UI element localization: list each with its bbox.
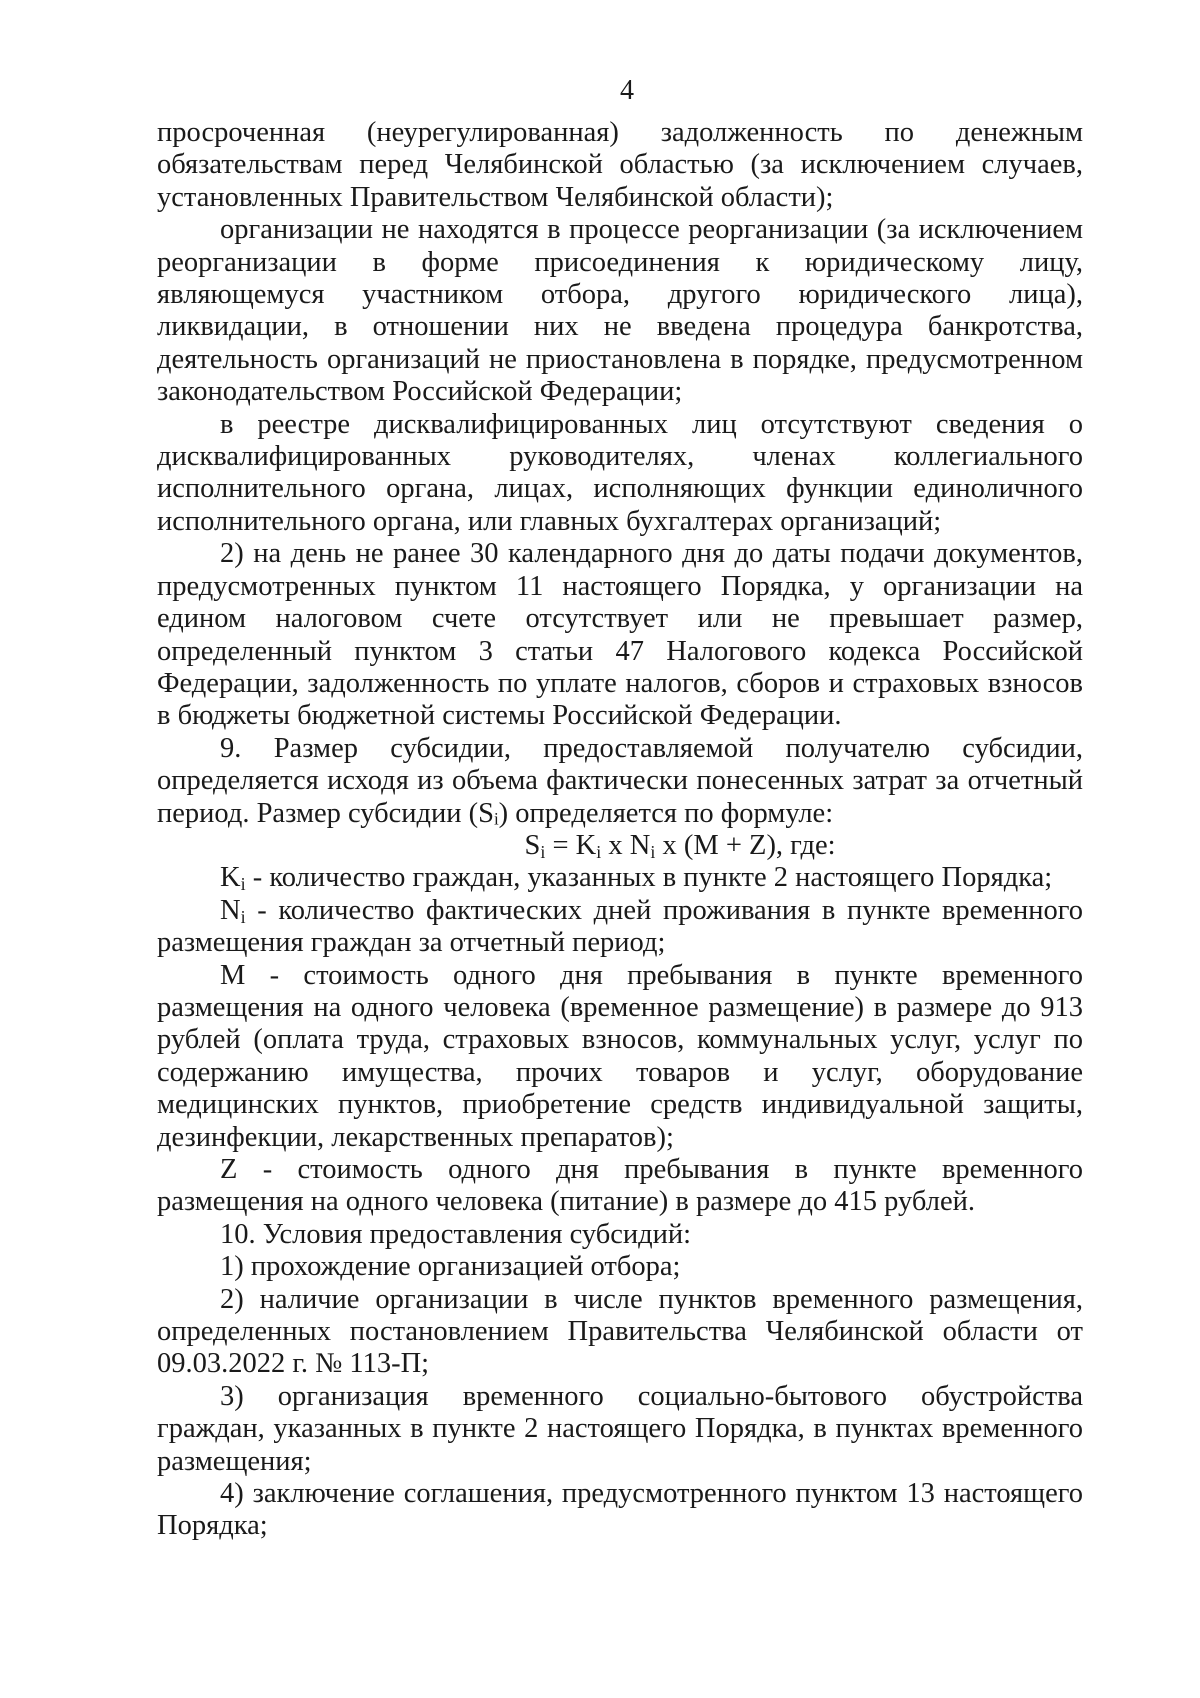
formula-n: N [629, 829, 651, 861]
page-number: 4 [620, 75, 634, 106]
definition-k-symbol: K [220, 862, 241, 894]
definition-n [157, 895, 1083, 960]
formula-eq: = [545, 829, 576, 861]
definition-k-text: - количество граждан, указанных в пункте 2 настоящего Порядка; [245, 862, 1053, 894]
condition-1: 1) прохождение организацией отбора; [220, 1251, 681, 1283]
paragraph-conditions-heading: 10. Условия предоставления субсидий: [220, 1218, 692, 1250]
formula-k: K [575, 829, 597, 861]
definition-k-index: i [240, 874, 246, 895]
definition-z: Z - стоимость одного дня пребывания в пункте временного размещения на одного человека (питание) в размере до 415 рублей. [157, 1154, 1083, 1218]
definition-m: M - стоимость одного дня пребывания в пункте временного размещения на одного человека (временное размещение) в размере до 913 рублей (оплата труда, страховых взносов, коммунальных услуг, услуг по содержанию имущества, прочих товаров и услуг, оборудование медицинских пунктов, приобретение средств индивидуальной защиты, дезинфекции, лекарственных препаратов); [157, 959, 1083, 1153]
formula-s-index: i [540, 841, 546, 862]
paragraph-subsidy-size: 9. Размер субсидии, предоставляемой получателю субсидии, определяется исходя из объема фактически понесенных затрат за отчетный период. Размер субсидии (Sᵢ) определяется по формуле: [157, 732, 1083, 829]
paragraph-reorganization: организации не находятся в процессе реорганизации (за исключением реорганизации в форме присоединения к юридическому лицу, являющемуся участником отбора, другого юридического лица), ликвидации, в отношении них не введена процедура банкротства, деятельность организаций не приостановлена в порядке, предусмотренном законодательством Российской Федерации; [157, 214, 1083, 408]
definition-n-symbol: N [220, 894, 241, 926]
formula-s: S [524, 829, 541, 861]
formula-n-index: i [650, 841, 656, 862]
paragraph-tax-debt: 2) на день не ранее 30 календарного дня до даты подачи документов, предусмотренных пунктом 11 настоящего Порядка, у организации на едином налоговом счете отсутствует или не превышает размер, определенный пунктом 3 статьи 47 Налогового кодекса Российской Федерации, задолженность по уплате налогов, сборов и страховых взносов в бюджеты бюджетной системы Российской Федерации. [157, 538, 1083, 732]
formula-k-index: i [596, 841, 602, 862]
condition-4: 4) заключение соглашения, предусмотренного пунктом 13 настоящего Порядка; [157, 1478, 1083, 1542]
definition-n-index: i [240, 906, 246, 927]
definition-k [157, 862, 1083, 894]
condition-2: 2) наличие организации в числе пунктов временного размещения, определенных постановлением Правительства Челябинской области от 09.03.2022 г. № 113-П; [157, 1283, 1083, 1380]
condition-3: 3) организация временного социально-бытового обустройства граждан, указанных в пункте 2 настоящего Порядка, в пунктах временного размещения; [157, 1380, 1083, 1477]
paragraph-disqualified-registry: в реестре дисквалифицированных лиц отсутствуют сведения о дисквалифицированных руководителях, членах коллегиального исполнительного органа, лицах, исполняющих функции единоличного исполнительного органа, или главных бухгалтерах организаций; [157, 408, 1083, 537]
formula-times-1: x [601, 829, 630, 861]
subsidy-formula [157, 830, 1083, 862]
formula-tail: x (M + Z), где: [655, 829, 836, 861]
paragraph-arrears: просроченная (неурегулированная) задолженность по денежным обязательствам перед Челябинской областью (за исключением случаев, установленных Правительством Челябинской области); [157, 117, 1083, 213]
definition-n-text: - количество фактических дней проживания в пункте временного размещения граждан за отчетный период; [157, 894, 1083, 959]
